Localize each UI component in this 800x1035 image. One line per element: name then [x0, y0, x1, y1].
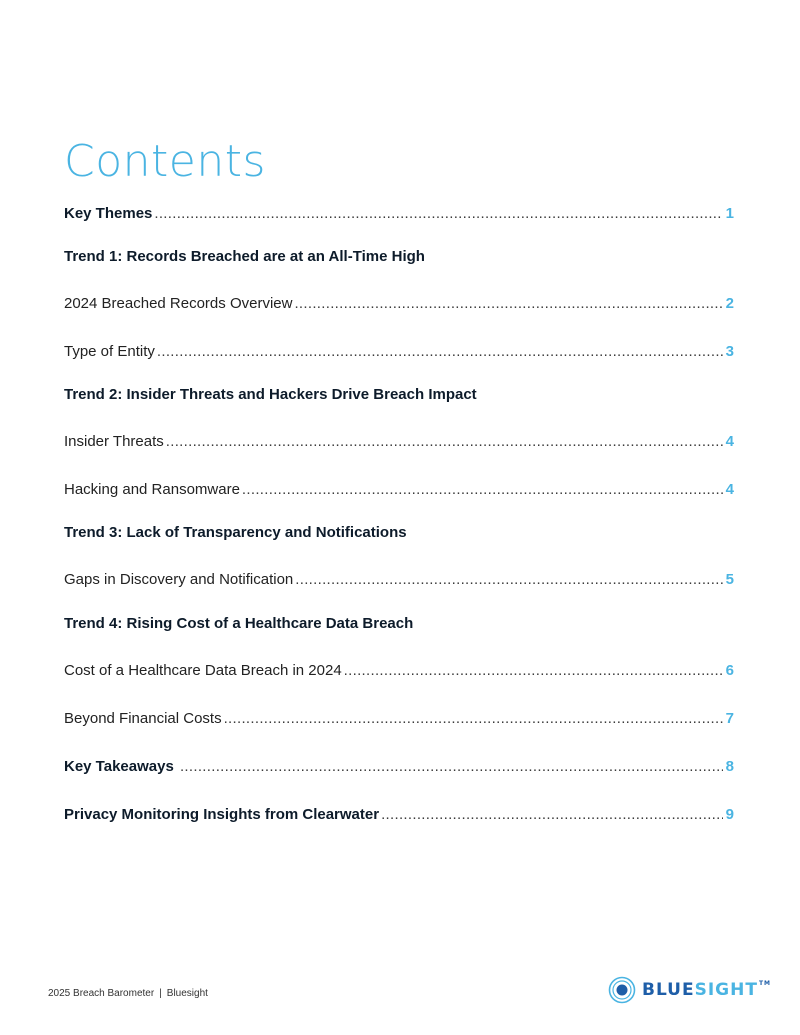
section-title-trend-1: Trend 1: Records Breached are at an All-Time High [64, 248, 425, 265]
toc-page-number: 4 [725, 481, 734, 498]
dot-leader [154, 204, 722, 224]
dot-leader [294, 294, 722, 314]
toc-entry-beyond-financial-costs[interactable] [64, 709, 734, 729]
toc-entry-breached-records-overview[interactable] [64, 294, 734, 314]
bluesight-circle-logo-icon [608, 976, 636, 1004]
dot-leader [344, 661, 723, 681]
toc-page-number: 1 [725, 205, 734, 222]
toc-entry-insider-threats[interactable] [64, 432, 734, 452]
toc-page-number: 5 [725, 571, 734, 588]
dot-leader [242, 480, 723, 500]
logo-word-blue: BLUE [642, 980, 695, 1000]
toc-page-number: 8 [725, 758, 734, 775]
toc-page-number: 3 [725, 343, 734, 360]
toc-page-number: 2 [725, 295, 734, 312]
toc-entry-type-of-entity[interactable] [64, 342, 734, 362]
toc-entry-label: 2024 Breached Records Overview [64, 295, 293, 312]
toc-page-number: 9 [725, 806, 734, 823]
dot-leader [224, 709, 723, 729]
toc-page-number: 4 [725, 433, 734, 450]
toc-entry-label: Type of Entity [64, 343, 155, 360]
toc-entry-key-takeaways[interactable] [64, 757, 734, 777]
section-title-trend-4: Trend 4: Rising Cost of a Healthcare Data Breach [64, 615, 414, 632]
footer-brand: Bluesight [166, 988, 208, 999]
dot-leader [180, 757, 723, 777]
logo-word-sight: SIGHT [694, 980, 758, 1000]
dot-leader [166, 432, 723, 452]
toc-entry-label: Privacy Monitoring Insights from Clearwater [64, 806, 380, 823]
toc-entry-hacking-ransomware[interactable] [64, 480, 734, 500]
toc-entry-label: Beyond Financial Costs [64, 710, 222, 727]
toc-entry-label: Key Takeaways [64, 758, 178, 775]
logo-trademark: TM [758, 980, 772, 987]
toc-entry-label: Key Themes [64, 205, 153, 222]
footer [48, 987, 208, 1001]
toc-entry-gaps-discovery-notification[interactable] [64, 570, 734, 590]
toc-page-number: 7 [725, 710, 734, 727]
section-title-trend-2: Trend 2: Insider Threats and Hackers Drive Breach Impact [64, 386, 477, 403]
page-title: Contents [64, 136, 266, 187]
toc-entry-cost-of-breach-2024[interactable] [64, 661, 734, 681]
dot-leader [381, 805, 723, 825]
section-title-trend-3: Trend 3: Lack of Transparency and Notifications [64, 524, 407, 541]
toc-entry-privacy-monitoring[interactable] [64, 805, 734, 825]
dot-leader [295, 570, 722, 590]
toc-entry-key-themes[interactable] [64, 204, 734, 224]
footer-separator: | [159, 988, 162, 999]
dot-leader [157, 342, 723, 362]
toc-page-number: 6 [725, 662, 734, 679]
toc-entry-label: Hacking and Ransomware [64, 481, 240, 498]
toc-entry-label: Gaps in Discovery and Notification [64, 571, 294, 588]
toc-entry-label: Cost of a Healthcare Data Breach in 2024 [64, 662, 342, 679]
bluesight-logo [608, 976, 771, 1004]
logo-wordmark [642, 976, 771, 1004]
footer-doc-title: 2025 Breach Barometer [48, 988, 155, 999]
toc-entry-label: Insider Threats [64, 433, 164, 450]
